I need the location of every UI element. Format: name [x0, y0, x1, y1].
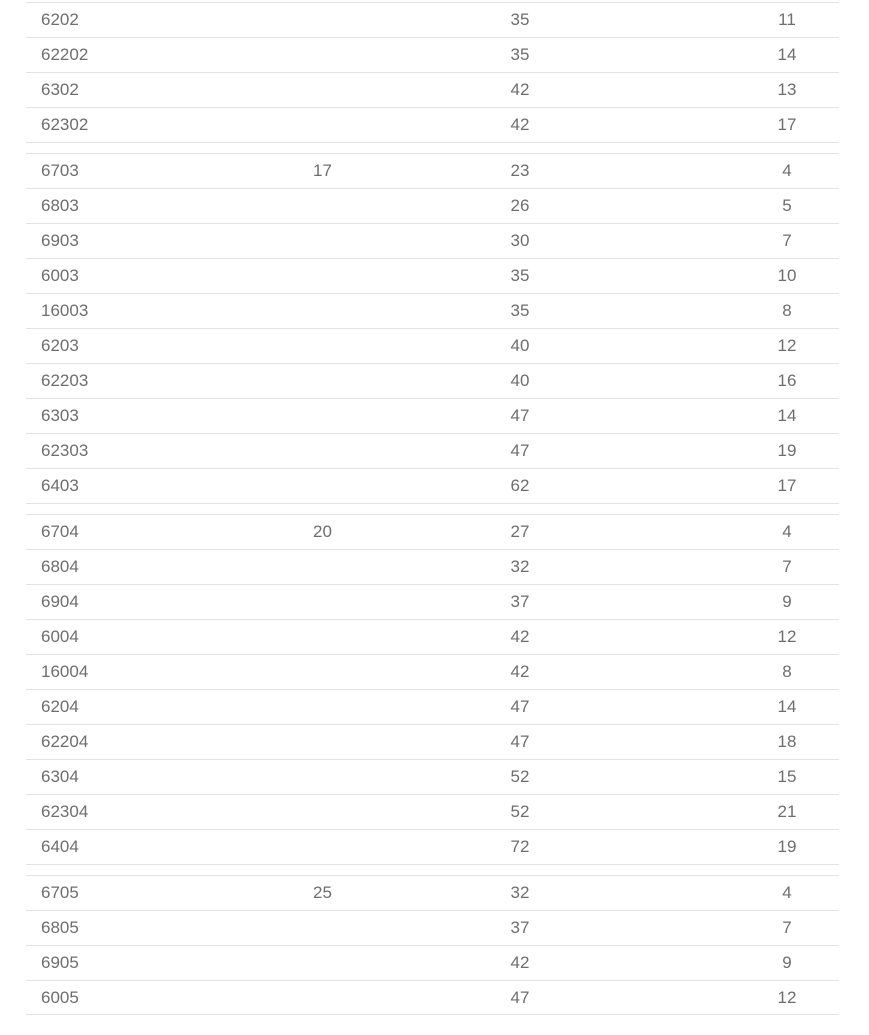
cell-od: 26: [510, 196, 530, 215]
cell-model: 6704: [41, 522, 79, 541]
cell-model: 6303: [41, 406, 79, 425]
cell-od: 47: [510, 441, 530, 460]
cell-bore: 20: [313, 522, 332, 541]
cell-od: 42: [510, 662, 530, 681]
cell-width: 19: [777, 441, 797, 460]
table-row: [26, 910, 839, 945]
cell-width: 4: [782, 883, 792, 902]
cell-width: 7: [782, 231, 792, 250]
cell-width: 8: [782, 662, 792, 681]
table-row: [26, 107, 839, 142]
cell-model: 6903: [41, 231, 79, 250]
cell-model: 6204: [41, 697, 79, 716]
cell-width: 10: [777, 266, 797, 285]
cell-od: 32: [510, 883, 530, 902]
cell-od: 42: [510, 80, 530, 99]
table-row: [26, 153, 839, 188]
cell-width: 14: [777, 697, 797, 716]
table-row: [26, 549, 839, 584]
cell-width: 4: [782, 161, 792, 180]
table-row: [26, 37, 839, 72]
cell-width: 7: [782, 918, 792, 937]
cell-od: 40: [510, 371, 530, 390]
cell-od: 32: [510, 557, 530, 576]
cell-width: 12: [777, 988, 797, 1007]
table-row: [26, 980, 839, 1015]
table-row: [26, 619, 839, 654]
cell-width: 5: [782, 196, 792, 215]
cell-model: 6403: [41, 476, 79, 495]
cell-width: 15: [777, 767, 797, 786]
cell-width: 19: [777, 837, 797, 856]
cell-od: 47: [510, 697, 530, 716]
cell-od: 35: [510, 301, 530, 320]
table-row: [26, 514, 839, 549]
cell-od: 40: [510, 336, 530, 355]
cell-width: 14: [777, 45, 797, 64]
cell-od: 23: [510, 161, 530, 180]
cell-od: 37: [510, 592, 530, 611]
cell-width: 18: [777, 732, 797, 751]
table-row: [26, 794, 839, 829]
cell-model: 62303: [41, 441, 89, 460]
cell-model: 6203: [41, 336, 79, 355]
cell-width: 16: [777, 371, 797, 390]
cell-model: 16003: [41, 301, 89, 320]
cell-model: 6805: [41, 918, 79, 937]
table-row: [26, 223, 839, 258]
table-row: [26, 945, 839, 980]
cell-width: 4: [782, 522, 792, 541]
table-row: [26, 759, 839, 794]
cell-od: 47: [510, 406, 530, 425]
table-row: [26, 72, 839, 107]
cell-model: 62203: [41, 371, 89, 390]
cell-od: 35: [510, 266, 530, 285]
table-row: [26, 689, 839, 724]
table-row: [26, 584, 839, 619]
cell-od: 62: [510, 476, 530, 495]
table-row: [26, 188, 839, 223]
cell-width: 9: [782, 953, 792, 972]
cell-model: 6003: [41, 266, 79, 285]
cell-od: 72: [510, 837, 530, 856]
cell-od: 37: [510, 918, 530, 937]
table-row: [26, 328, 839, 363]
cell-model: 16004: [41, 662, 89, 681]
cell-od: 30: [510, 231, 530, 250]
table-row: [26, 258, 839, 293]
cell-width: 11: [778, 10, 796, 29]
cell-model: 6005: [41, 988, 79, 1007]
table-row: [26, 363, 839, 398]
cell-model: 62204: [41, 732, 89, 751]
cell-width: 8: [782, 301, 792, 320]
cell-model: 6202: [41, 10, 79, 29]
cell-od: 35: [510, 45, 530, 64]
cell-model: 6904: [41, 592, 79, 611]
cell-width: 13: [777, 80, 797, 99]
cell-model: 62304: [41, 802, 89, 821]
cell-od: 42: [510, 627, 530, 646]
table-row: [26, 398, 839, 433]
bearing-spec-table: [26, 2, 839, 1015]
cell-bore: 25: [313, 883, 332, 902]
cell-od: 47: [510, 988, 530, 1007]
cell-width: 17: [777, 115, 797, 134]
table-row: [26, 293, 839, 328]
cell-width: 21: [777, 802, 797, 821]
cell-width: 7: [782, 557, 792, 576]
table-row: [26, 468, 839, 503]
table-row: [26, 724, 839, 759]
cell-od: 42: [510, 115, 530, 134]
cell-model: 62302: [41, 115, 89, 134]
table-row: [26, 654, 839, 689]
cell-model: 6705: [41, 883, 79, 902]
cell-model: 6004: [41, 627, 79, 646]
table-row: [26, 2, 839, 37]
cell-model: 6304: [41, 767, 79, 786]
table-row: [26, 875, 839, 910]
cell-od: 47: [510, 732, 530, 751]
cell-model: 62202: [41, 45, 89, 64]
cell-width: 17: [777, 476, 797, 495]
cell-width: 14: [777, 406, 797, 425]
cell-bore: 17: [313, 161, 332, 180]
cell-od: 35: [510, 10, 530, 29]
group-separator: [26, 503, 839, 514]
group-separator: [26, 864, 839, 875]
cell-model: 6404: [41, 837, 79, 856]
cell-model: 6302: [41, 80, 79, 99]
cell-model: 6905: [41, 953, 79, 972]
cell-width: 12: [777, 336, 797, 355]
cell-width: 9: [782, 592, 792, 611]
cell-od: 52: [510, 767, 530, 786]
table-row: [26, 433, 839, 468]
cell-od: 27: [510, 522, 530, 541]
cell-model: 6703: [41, 161, 79, 180]
cell-width: 12: [777, 627, 797, 646]
cell-model: 6803: [41, 196, 79, 215]
group-separator: [26, 142, 839, 153]
cell-od: 42: [510, 953, 530, 972]
cell-od: 52: [510, 802, 530, 821]
cell-model: 6804: [41, 557, 79, 576]
table-row: [26, 829, 839, 864]
